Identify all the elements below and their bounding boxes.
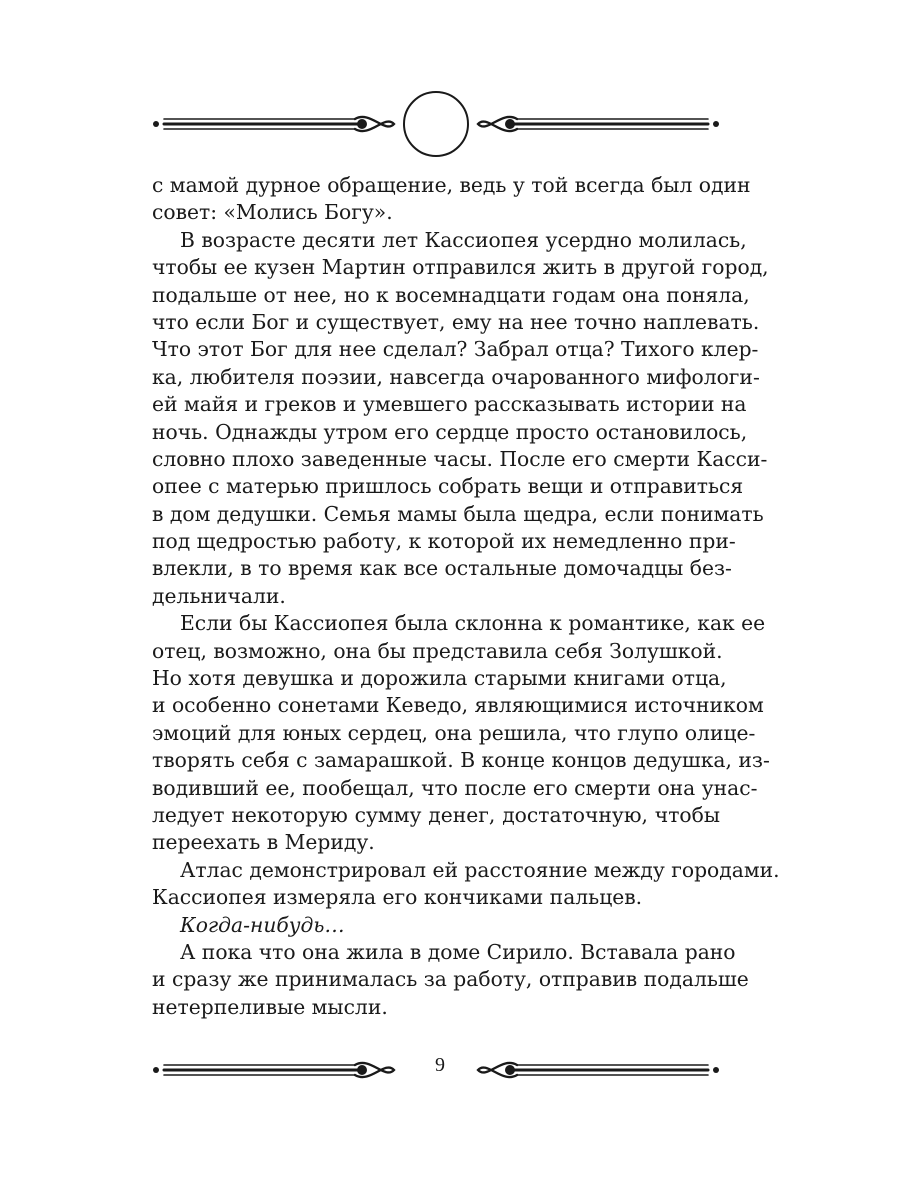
text-line: Если бы Кассиопея была склонна к романтике, как ее <box>180 611 766 636</box>
body-text <box>152 172 780 1021</box>
text-line: под щедростью работу, к которой их немедленно при- <box>152 529 736 554</box>
text-line: опее с матерью пришлось собрать вещи и отправиться <box>152 474 744 499</box>
text-line: и сразу же принималась за работу, отправив подальше <box>152 967 749 992</box>
page-number: 9 <box>435 1054 445 1076</box>
text-line: Но хотя девушка и дорожила старыми книгами отца, <box>152 666 727 691</box>
text-line: А пока что она жила в доме Сирило. Вставала рано <box>180 939 736 964</box>
text-line: нетерпеливые мысли. <box>152 994 388 1019</box>
paragraph <box>152 172 751 227</box>
paragraph <box>152 857 780 912</box>
text-line: Кассиопея измеряла его кончиками пальцев. <box>152 885 643 910</box>
text-line: Атлас демонстрировал ей расстояние между городами. <box>180 857 780 882</box>
text-line: ледует некоторую сумму денег, достаточную, чтобы <box>152 802 720 827</box>
text-line: словно плохо заведенные часы. После его смерти Касси- <box>152 446 768 471</box>
top-ornament <box>150 88 724 160</box>
text-line: В возрасте десяти лет Кассиопея усердно молилась, <box>180 227 747 252</box>
text-line: в дом дедушки. Семья мамы была щедра, если понимать <box>152 501 764 526</box>
paragraph <box>152 227 769 610</box>
text-line: Что этот Бог для нее сделал? Забрал отца? Тихого клер- <box>152 337 759 362</box>
text-line: дельничали. <box>152 583 286 608</box>
text-line: и особенно сонетами Кеведо, являющимися источником <box>152 693 764 718</box>
text-line: влекли, в то время как все остальные домочадцы без- <box>152 556 732 581</box>
text-line: что если Бог и существует, ему на нее точно наплевать. <box>152 309 760 334</box>
text-line: подальше от нее, но к восемнадцати годам она поняла, <box>152 282 750 307</box>
text-line: водивший ее, пообещал, что после его смерти она унас- <box>152 775 758 800</box>
text-line: ей майя и греков и умевшего рассказывать истории на <box>152 392 747 417</box>
paragraph <box>152 610 770 857</box>
text-line: с мамой дурное обращение, ведь у той всегда был один <box>152 173 751 197</box>
paragraph <box>152 939 749 1021</box>
text-line: ночь. Однажды утром его сердце просто остановилось, <box>152 419 748 444</box>
text-line: Когда-нибудь… <box>180 912 345 937</box>
text-line: чтобы ее кузен Мартин отправился жить в другой город, <box>152 255 769 280</box>
text-line: творять себя с замарашкой. В конце концов дедушка, из- <box>152 748 770 773</box>
paragraph <box>152 912 720 939</box>
text-line: совет: «Молись Богу». <box>152 200 393 225</box>
text-line: эмоций для юных сердец, она решила, что глупо олице- <box>152 720 756 745</box>
text-line: отец, возможно, она бы представила себя Золушкой. <box>152 638 723 663</box>
text-line: переехать в Мериду. <box>152 830 375 855</box>
text-line: ка, любителя поэзии, навсегда очарованного мифологи- <box>152 364 760 389</box>
